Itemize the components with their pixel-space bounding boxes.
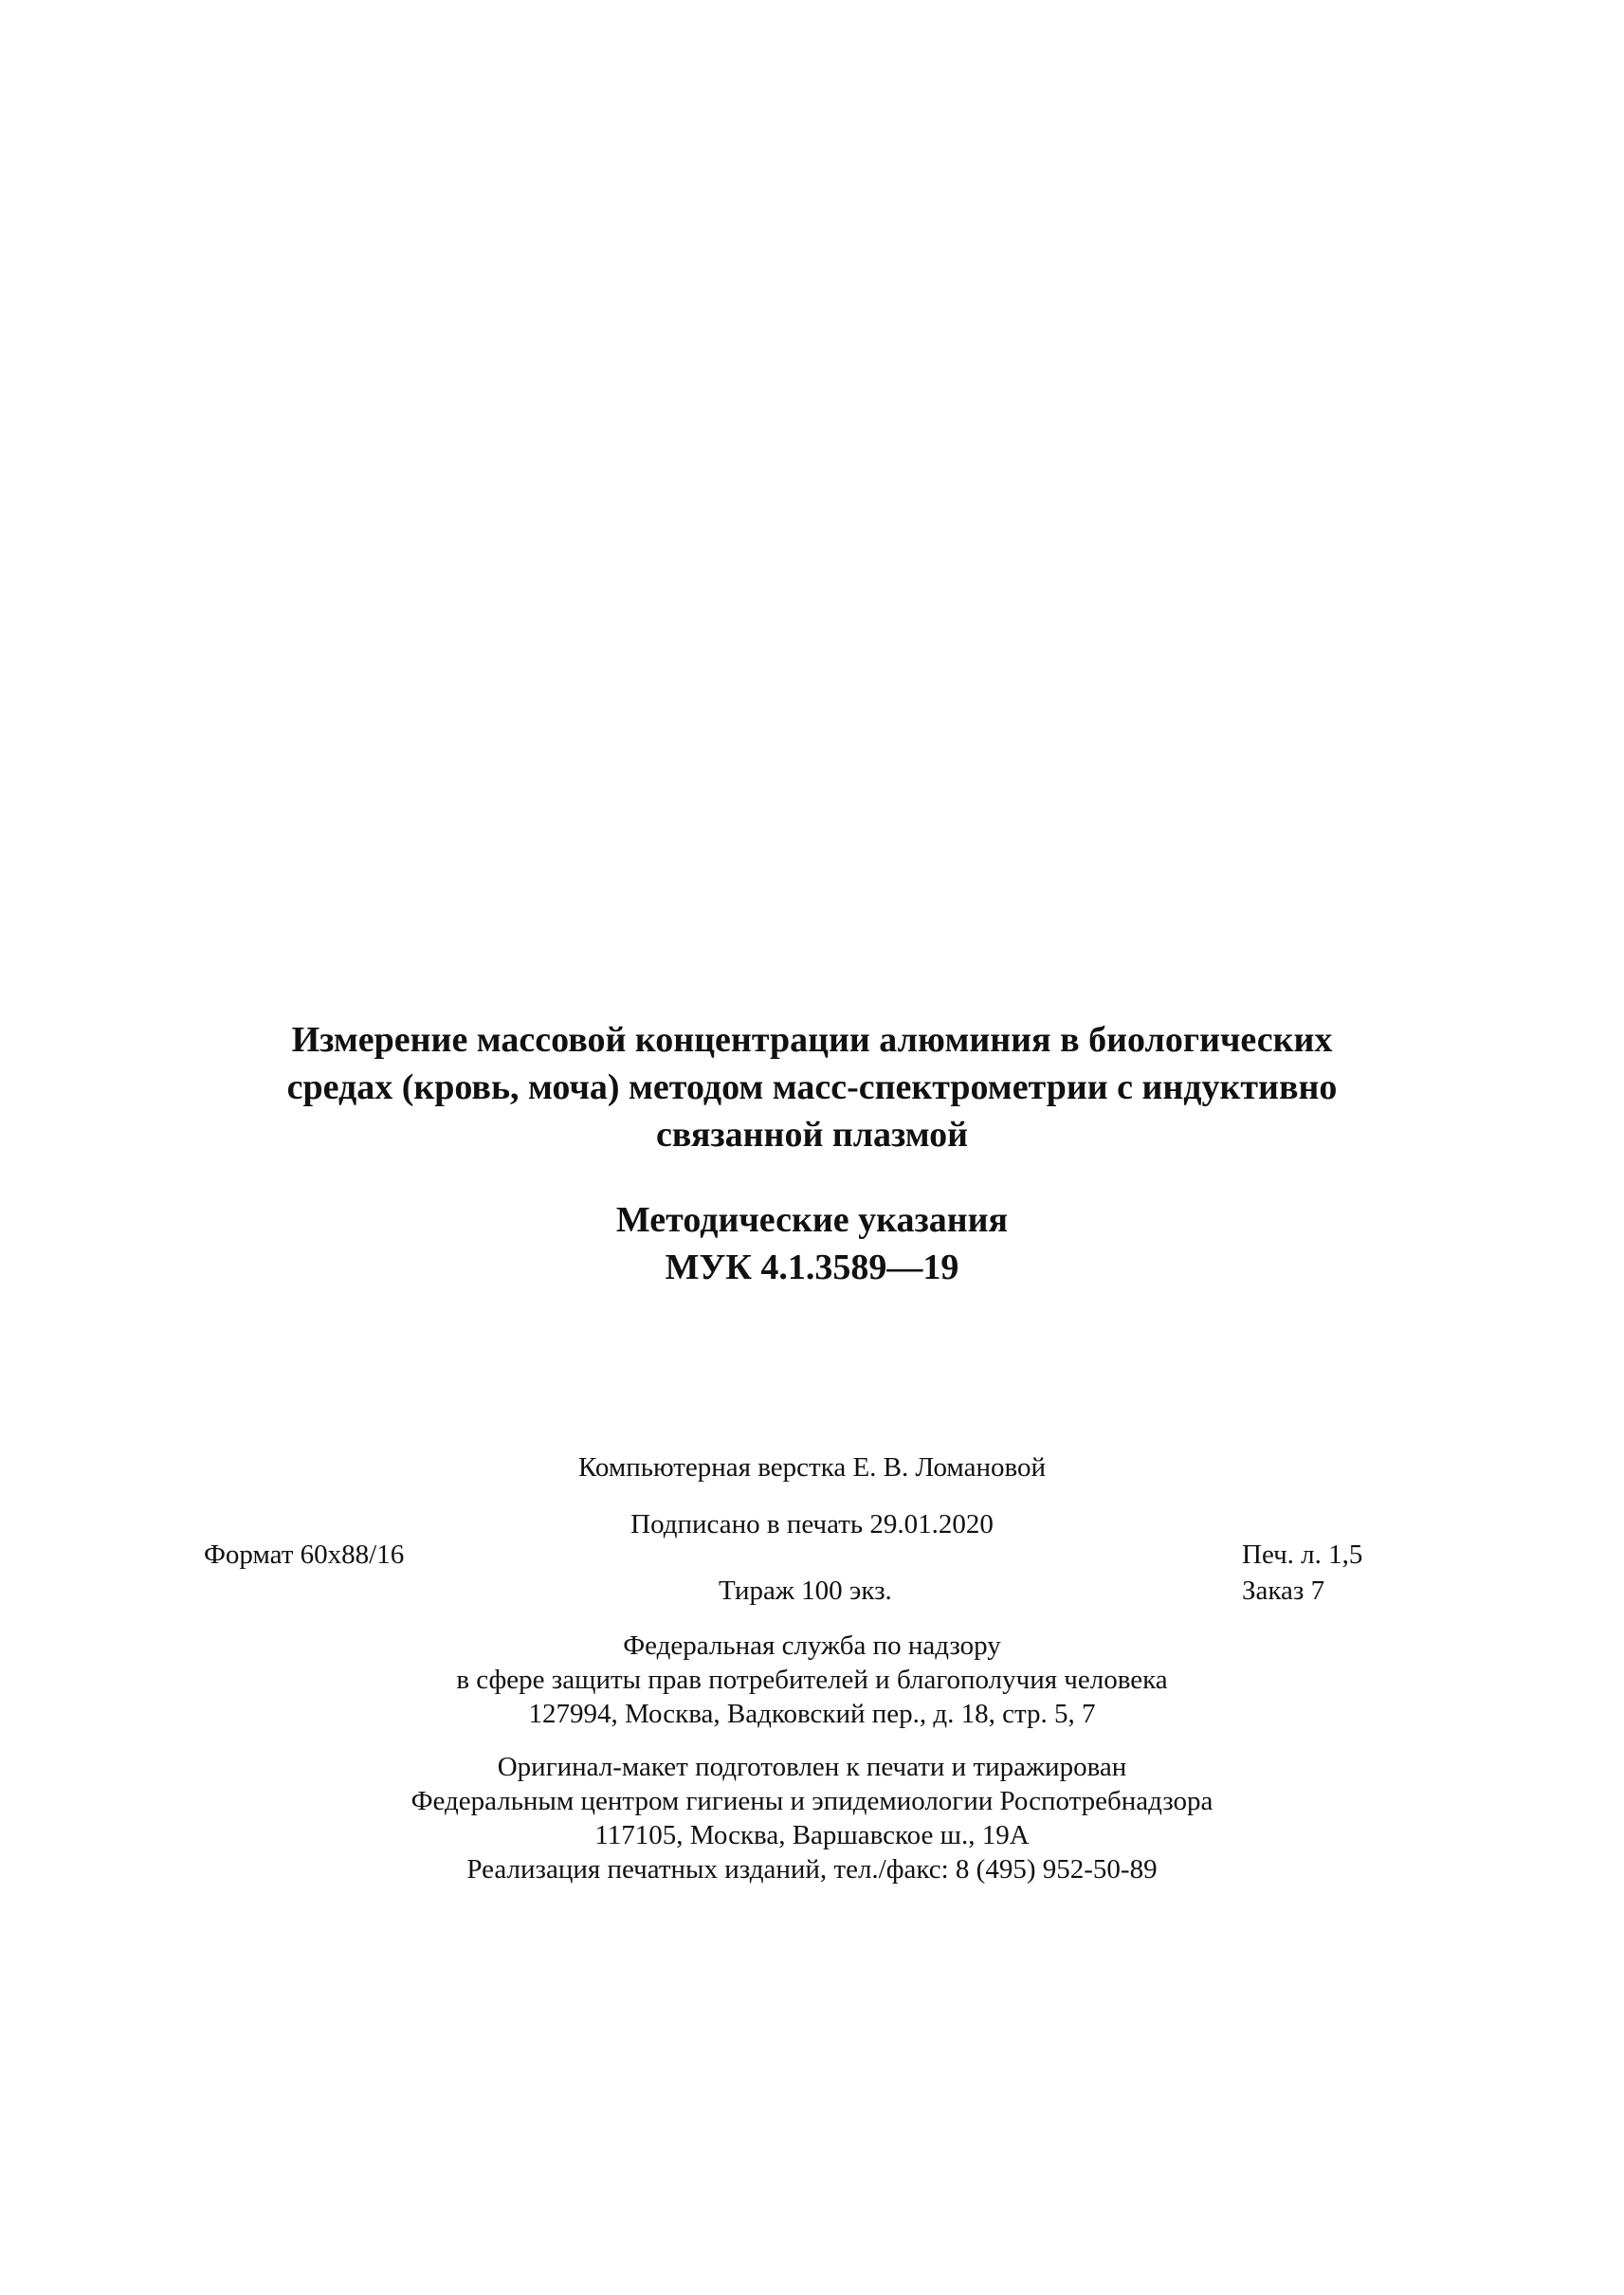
printer-line-1: Оригинал-макет подготовлен к печати и тиражирован — [497, 1752, 1127, 1782]
print-run: Тираж 100 экз. — [719, 1576, 892, 1606]
title-line-1: Измерение массовой концентрации алюминия в биологических — [291, 1020, 1333, 1060]
printer-block — [0, 1750, 1624, 1886]
title-line-2: средах (кровь, моча) методом масс-спектрометрии с индуктивно — [286, 1067, 1338, 1107]
document-subtitle — [190, 1196, 1434, 1291]
printer-line-4: Реализация печатных изданий, тел./факс: 8 (495) 952-50-89 — [466, 1854, 1158, 1885]
printed-sheets: Печ. л. 1,5 — [1242, 1539, 1363, 1570]
document-type: Методические указания — [615, 1200, 1009, 1240]
document-title — [190, 1016, 1434, 1158]
signed-to-print: Подписано в печать 29.01.2020 — [630, 1509, 994, 1539]
publisher-line-3: 127994, Москва, Вадковский пер., д. 18, стр. 5, 7 — [528, 1699, 1096, 1729]
printer-line-2: Федеральным центром гигиены и эпидемиологии Роспотребнадзора — [411, 1786, 1213, 1816]
title-line-3: связанной плазмой — [655, 1115, 969, 1155]
printer-line-3: 117105, Москва, Варшавское ш., 19А — [594, 1820, 1030, 1850]
order-number: Заказ 7 — [1242, 1576, 1325, 1606]
document-code: МУК 4.1.3589—19 — [665, 1248, 959, 1287]
publisher-line-1: Федеральная служба по надзору — [623, 1630, 1001, 1661]
publisher-block — [0, 1629, 1624, 1731]
layout-credit: Компьютерная верстка Е. В. Ломановой — [578, 1452, 1046, 1483]
paper-format: Формат 60x88/16 — [204, 1539, 405, 1570]
publisher-line-2: в сфере защиты прав потребителей и благополучия человека — [456, 1665, 1168, 1695]
